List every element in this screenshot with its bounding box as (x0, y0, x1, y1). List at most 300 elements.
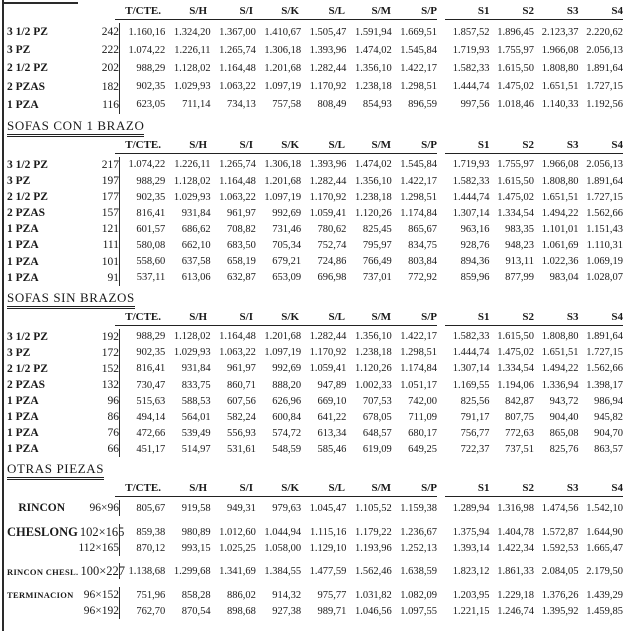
price-cell: 1.562,46 (354, 565, 392, 577)
price-cell: 1.644,90 (586, 526, 623, 538)
row-label: 1 PZA (7, 98, 39, 111)
price-cell: 1.422,17 (400, 62, 437, 74)
price-group-s (445, 527, 623, 538)
price-cell: 1.422,17 (400, 331, 437, 343)
price-cell: 898,68 (226, 605, 256, 617)
price-row (7, 540, 631, 556)
price-cell: 833,75 (181, 379, 211, 391)
price-cell: 825,56 (460, 395, 490, 407)
price-cell: 1.545,84 (400, 159, 437, 171)
price-cell: 902,35 (136, 347, 166, 359)
row-qty: 91 (107, 271, 119, 284)
price-cell: 1.477,59 (309, 565, 347, 577)
price-cell: 1.097,19 (264, 191, 302, 203)
price-cell: 607,56 (226, 395, 256, 407)
price-cell: 860,71 (226, 379, 256, 391)
price-cell: 1.393,14 (452, 542, 490, 554)
price-cell: 825,45 (362, 223, 392, 235)
price-cell: 859,38 (136, 526, 166, 538)
row-qty: 96 (107, 395, 119, 408)
price-cell: 558,60 (136, 256, 166, 268)
price-cell: 1.823,12 (452, 565, 490, 577)
price-row (7, 409, 631, 425)
price-cell: 1.393,96 (309, 44, 347, 56)
price-cell: 877,99 (505, 272, 534, 284)
column-header: S/I (239, 138, 253, 151)
column-header-row (7, 480, 631, 497)
price-cell: 1.201,68 (264, 175, 302, 187)
price-cell: 1.298,51 (400, 191, 437, 203)
price-group-s (445, 444, 623, 455)
column-header: S/K (281, 310, 299, 323)
price-cell: 1.128,02 (173, 175, 211, 187)
price-cell: 730,47 (136, 379, 166, 391)
price-cell: 1.375,94 (452, 526, 490, 538)
price-cell: 514,97 (181, 443, 211, 455)
price-cell: 451,17 (136, 443, 166, 455)
price-cell: 1.615,50 (497, 331, 534, 343)
price-group-s (445, 396, 623, 407)
price-cell: 904,70 (594, 427, 623, 439)
price-cell: 1.069,19 (586, 256, 623, 268)
row-label: 2 1/2 PZ (7, 362, 48, 375)
column-header: S/L (328, 310, 345, 323)
row-label-wrap (7, 542, 119, 554)
price-cell: 649,25 (408, 443, 437, 455)
price-cell: 1.669,51 (400, 26, 437, 38)
row-label: RINCON CHESL. (7, 566, 79, 577)
price-cell: 888,20 (272, 379, 302, 391)
price-cell: 1.289,94 (452, 502, 490, 514)
row-label: RINCON (18, 502, 65, 515)
price-cell: 1.238,18 (354, 191, 392, 203)
price-cell: 1.494,22 (541, 207, 579, 219)
row-qty: 66 (107, 443, 119, 456)
price-row (7, 173, 631, 189)
price-group-standard (119, 329, 437, 345)
price-cell: 1.029,93 (173, 347, 211, 359)
price-cell: 1.395,92 (541, 605, 579, 617)
price-cell: 632,87 (226, 272, 256, 284)
price-cell: 1.966,08 (541, 159, 579, 171)
price-cell: 580,08 (136, 239, 166, 251)
column-header: S2 (522, 138, 534, 151)
section-title: OTRAS PIEZAS (7, 461, 105, 477)
row-label: 3 1/2 PZ (7, 158, 48, 171)
row-qty: 152 (101, 362, 119, 375)
price-cell: 1.129,10 (309, 542, 347, 554)
price-cell: 904,40 (549, 411, 579, 423)
price-group-s (445, 224, 623, 235)
price-cell: 613,06 (181, 272, 211, 284)
price-cell: 980,89 (181, 526, 211, 538)
price-cell: 1.306,18 (264, 159, 302, 171)
price-row (7, 96, 631, 114)
price-group-standard (119, 254, 437, 270)
price-cell: 816,41 (136, 207, 166, 219)
price-row (7, 23, 631, 41)
price-cell: 2.056,13 (586, 44, 623, 56)
price-cell: 679,21 (272, 256, 302, 268)
price-cell: 1.410,67 (264, 26, 302, 38)
price-row (7, 361, 631, 377)
price-cell: 858,28 (181, 589, 211, 601)
price-cell: 988,29 (136, 62, 166, 74)
row-qty: 217 (101, 158, 119, 171)
price-cell: 1.356,10 (354, 62, 392, 74)
price-cell: 537,11 (136, 272, 166, 284)
price-row (7, 254, 631, 270)
price-row (7, 41, 631, 59)
price-row (7, 377, 631, 393)
row-qty: 197 (101, 175, 119, 188)
column-header: S/K (281, 482, 299, 495)
price-cell: 886,02 (226, 589, 256, 601)
price-cell: 919,58 (181, 502, 211, 514)
price-cell: 1.298,51 (400, 347, 437, 359)
price-cell: 556,93 (226, 427, 256, 439)
price-cell: 997,56 (460, 99, 490, 111)
header-group-standard (115, 311, 437, 326)
column-header: S/M (371, 138, 391, 151)
row-qty: 111 (102, 239, 119, 252)
price-cell: 1.367,00 (219, 26, 256, 38)
price-cell: 1.444,74 (452, 191, 490, 203)
price-cell: 1.727,15 (586, 347, 623, 359)
price-cell: 870,12 (136, 542, 166, 554)
price-cell: 708,82 (226, 223, 256, 235)
price-cell: 1.545,84 (400, 44, 437, 56)
price-cell: 662,10 (181, 239, 211, 251)
price-cell: 1.615,50 (497, 175, 534, 187)
row-qty: 172 (101, 346, 119, 359)
price-group-standard (119, 425, 437, 441)
column-header-row (7, 309, 631, 326)
price-group-standard (119, 377, 437, 393)
price-cell: 986,94 (594, 395, 623, 407)
price-cell: 1.201,68 (264, 62, 302, 74)
price-cell: 2.179,50 (586, 565, 623, 577)
column-header: S/H (189, 5, 207, 17)
rows-container (7, 329, 631, 458)
price-cell: 825,76 (549, 443, 579, 455)
price-cell: 1.160,16 (128, 26, 166, 38)
column-header: S3 (566, 482, 579, 495)
price-cell: 1.246,74 (497, 605, 534, 617)
price-cell: 1.475,02 (497, 81, 534, 93)
price-cell: 1.719,93 (452, 44, 490, 56)
price-row (7, 393, 631, 409)
price-cell: 993,15 (181, 542, 211, 554)
row-label: 1 PZA (7, 411, 39, 424)
price-cell: 894,36 (460, 256, 490, 268)
row-size: 96×96 (89, 502, 119, 515)
price-cell: 1.755,97 (497, 159, 534, 171)
price-cell: 539,49 (181, 427, 211, 439)
price-row (7, 441, 631, 457)
price-cell: 1.615,50 (497, 62, 534, 74)
price-cell: 1.474,02 (354, 44, 392, 56)
price-cell: 983,04 (549, 272, 579, 284)
column-header: S/L (328, 482, 345, 495)
header-group-s (445, 5, 623, 20)
price-cell: 807,75 (505, 411, 534, 423)
price-cell: 1.063,22 (219, 191, 256, 203)
column-header: S4 (611, 138, 623, 151)
price-cell: 1.891,64 (586, 175, 623, 187)
price-cell: 2.056,13 (586, 159, 623, 171)
row-label: 2 PZAS (7, 379, 46, 392)
price-row (7, 500, 631, 516)
price-cell: 686,62 (181, 223, 211, 235)
price-cell: 870,54 (181, 605, 211, 617)
price-row (7, 59, 631, 77)
price-cell: 1.891,64 (586, 62, 623, 74)
column-header: S/P (421, 310, 437, 323)
row-size: 96×192 (83, 605, 119, 618)
price-cell: 1.025,25 (219, 542, 256, 554)
column-header: S/M (371, 482, 391, 495)
price-cell: 780,62 (317, 223, 347, 235)
price-cell: 585,46 (317, 443, 347, 455)
price-cell: 945,82 (594, 411, 623, 423)
price-group-standard (119, 173, 437, 189)
price-group-standard (119, 23, 437, 41)
row-label: 2 PZAS (7, 207, 46, 220)
price-cell: 1.808,80 (541, 62, 579, 74)
price-group-standard (119, 41, 437, 59)
price-group-s (445, 363, 623, 374)
price-cell: 1.324,20 (173, 26, 211, 38)
price-cell: 1.591,94 (354, 26, 392, 38)
price-cell: 1.029,93 (173, 191, 211, 203)
price-cell: 1.221,15 (452, 605, 490, 617)
price-row (7, 329, 631, 345)
price-cell: 1.194,06 (497, 379, 534, 391)
price-cell: 1.638,59 (400, 565, 437, 577)
row-label-wrap (7, 589, 119, 601)
price-cell: 988,29 (136, 175, 166, 187)
price-cell: 751,96 (136, 589, 166, 601)
row-size: 100×227 (80, 563, 126, 578)
price-cell: 963,16 (460, 223, 490, 235)
price-cell: 711,09 (408, 411, 437, 423)
price-cell: 1.170,92 (309, 81, 347, 93)
price-cell: 1.074,22 (128, 44, 166, 56)
column-header: S2 (522, 5, 534, 17)
row-qty: 132 (101, 379, 119, 392)
price-cell: 902,35 (136, 191, 166, 203)
price-cell: 678,05 (362, 411, 392, 423)
column-header: S3 (566, 138, 579, 151)
price-cell: 1.651,51 (541, 347, 579, 359)
price-cell: 1.120,26 (354, 363, 392, 375)
price-cell: 1.316,98 (497, 502, 534, 514)
row-label: 1 PZA (7, 395, 39, 408)
price-cell: 1.063,22 (219, 81, 256, 93)
price-cell: 961,97 (226, 363, 256, 375)
price-cell: 1.334,54 (497, 363, 534, 375)
price-cell: 1.174,84 (400, 363, 437, 375)
price-cell: 1.138,68 (128, 565, 166, 577)
price-cell: 1.044,94 (264, 526, 302, 538)
row-size: 112×165 (78, 542, 119, 555)
price-row (7, 157, 631, 173)
price-group-s (445, 503, 623, 514)
row-label: 1 PZA (7, 255, 39, 268)
section-title: SOFAS CON 1 BRAZO (7, 117, 145, 133)
price-cell: 1.097,55 (400, 605, 437, 617)
price-cell: 842,87 (505, 395, 534, 407)
header-group-standard (115, 482, 437, 497)
price-cell: 1.384,55 (264, 565, 302, 577)
price-row (7, 237, 631, 253)
price-group-s (445, 272, 623, 283)
price-cell: 914,32 (272, 589, 302, 601)
price-cell: 1.002,33 (354, 379, 392, 391)
price-cell: 1.298,51 (400, 81, 437, 93)
section (7, 457, 631, 619)
price-cell: 658,19 (226, 256, 256, 268)
header-group-standard (115, 139, 437, 154)
column-header: S/M (371, 5, 391, 17)
price-cell: 989,71 (317, 605, 347, 617)
row-label: TERMINACION (7, 590, 74, 601)
price-cell: 961,97 (226, 207, 256, 219)
price-cell: 1.582,33 (452, 175, 490, 187)
column-header: T/CTE. (125, 5, 161, 17)
row-label-wrap (7, 502, 119, 514)
price-cell: 1.226,11 (174, 44, 211, 56)
price-cell: 865,67 (408, 223, 437, 235)
price-cell: 1.282,44 (309, 62, 347, 74)
price-cell: 1.022,36 (541, 256, 579, 268)
price-cell: 795,97 (362, 239, 392, 251)
price-cell: 1.857,52 (452, 26, 490, 38)
price-cell: 927,38 (272, 605, 302, 617)
price-cell: 803,84 (408, 256, 437, 268)
page-left-border-rule (2, 0, 4, 631)
rows-container (7, 23, 631, 114)
price-cell: 1.444,74 (452, 347, 490, 359)
price-cell: 1.719,93 (452, 159, 490, 171)
price-group-s (445, 208, 623, 219)
price-group-standard (119, 587, 437, 603)
price-group-s (445, 192, 623, 203)
price-cell: 949,31 (226, 502, 256, 514)
price-group-standard (119, 189, 437, 205)
row-label: 2 1/2 PZ (7, 191, 48, 204)
column-header: T/CTE. (125, 482, 161, 495)
column-header: S/I (239, 5, 253, 17)
price-cell: 947,89 (317, 379, 347, 391)
column-header: S/M (371, 310, 391, 323)
price-cell: 1.307,14 (452, 207, 490, 219)
column-header: S3 (566, 5, 579, 17)
column-header: S4 (611, 310, 623, 323)
row-label-wrap (7, 524, 125, 540)
row-qty: 101 (101, 255, 119, 268)
price-cell: 1.229,18 (497, 589, 534, 601)
column-header: S/I (239, 310, 253, 323)
price-cell: 1.475,02 (497, 191, 534, 203)
price-cell: 1.334,54 (497, 207, 534, 219)
column-header: S/H (189, 482, 207, 495)
rows-container (7, 157, 631, 286)
price-cell: 931,84 (181, 207, 211, 219)
price-group-standard (119, 409, 437, 425)
price-row (7, 205, 631, 221)
row-label: 3 1/2 PZ (7, 330, 48, 343)
price-cell: 1.238,18 (354, 81, 392, 93)
price-cell: 896,59 (408, 99, 437, 111)
price-group-standard (119, 393, 437, 409)
price-cell: 1.192,56 (586, 99, 623, 111)
price-cell: 1.170,92 (309, 191, 347, 203)
price-cell: 722,37 (460, 443, 490, 455)
column-header: S/I (239, 482, 253, 495)
row-label-wrap (7, 605, 119, 617)
price-cell: 626,96 (272, 395, 302, 407)
price-cell: 1.422,17 (400, 175, 437, 187)
price-cell: 1.808,80 (541, 175, 579, 187)
section (7, 286, 631, 458)
price-cell: 928,76 (460, 239, 490, 251)
price-cell: 2.084,05 (541, 565, 579, 577)
price-cell: 992,69 (272, 207, 302, 219)
price-cell: 865,08 (549, 427, 579, 439)
column-header: S/K (281, 138, 299, 151)
column-header: S2 (522, 482, 534, 495)
price-cell: 637,58 (181, 256, 211, 268)
price-cell: 772,92 (408, 272, 437, 284)
price-cell: 588,53 (181, 395, 211, 407)
price-row (7, 270, 631, 286)
price-cell: 992,69 (272, 363, 302, 375)
price-cell: 564,01 (181, 411, 211, 423)
price-cell: 1.727,15 (586, 81, 623, 93)
price-cell: 1.307,14 (452, 363, 490, 375)
price-cell: 1.404,78 (497, 526, 534, 538)
price-group-s (445, 566, 623, 577)
price-cell: 680,17 (408, 427, 437, 439)
price-cell: 1.265,74 (219, 159, 256, 171)
row-label: 1 PZA (7, 271, 39, 284)
row-qty: 177 (101, 191, 119, 204)
price-cell: 1.252,13 (400, 542, 437, 554)
price-cell: 683,50 (226, 239, 256, 251)
price-cell: 983,35 (505, 223, 534, 235)
price-row (7, 345, 631, 361)
price-row (7, 563, 631, 579)
price-cell: 1.164,48 (219, 175, 256, 187)
row-qty: 86 (107, 411, 119, 424)
column-header: S1 (477, 310, 490, 323)
price-group-standard (119, 524, 437, 540)
header-group-s (445, 482, 623, 497)
price-group-standard (119, 221, 437, 237)
price-cell: 1.115,16 (310, 526, 347, 538)
price-group-standard (119, 157, 437, 173)
price-group-s (445, 81, 623, 92)
price-cell: 1.265,74 (219, 44, 256, 56)
price-cell: 1.398,17 (586, 379, 623, 391)
row-qty: 116 (102, 98, 119, 111)
price-cell: 1.097,19 (264, 81, 302, 93)
price-cell: 641,22 (317, 411, 347, 423)
row-size: 102×165 (79, 524, 125, 539)
price-cell: 1.174,84 (400, 207, 437, 219)
